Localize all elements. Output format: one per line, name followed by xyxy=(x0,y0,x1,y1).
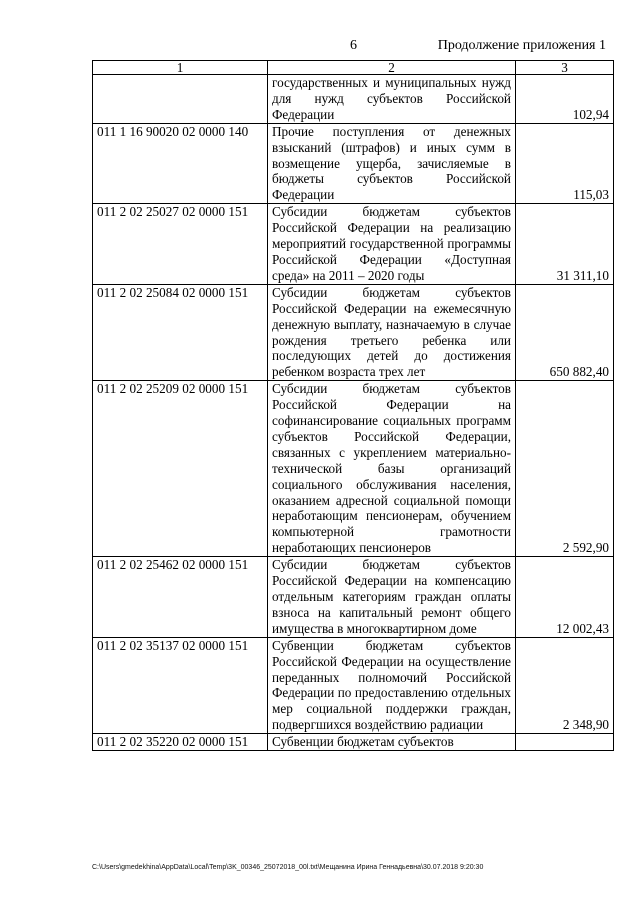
budget-code: 011 2 02 25084 02 0000 151 xyxy=(93,284,268,380)
table-row xyxy=(93,284,614,380)
amount: 12 002,43 xyxy=(516,557,614,638)
continuation-label: Продолжение приложения 1 xyxy=(437,38,606,53)
amount: 102,94 xyxy=(516,75,614,124)
budget-code: 011 1 16 90020 02 0000 140 xyxy=(93,123,268,204)
table-row xyxy=(93,75,614,124)
budget-code: 011 2 02 35220 02 0000 151 xyxy=(93,734,268,751)
column-number-3: 3 xyxy=(516,61,614,75)
table-row xyxy=(93,637,614,733)
amount: 31 311,10 xyxy=(516,204,614,285)
revenue-description: Прочие поступления от денежных взысканий (штрафов) и иных сумм в возмещение ущерба, зачисляемые в бюджеты субъектов Российской Федерации xyxy=(268,123,516,204)
revenue-description: Субсидии бюджетам субъектов Российской Федерации на компенсацию отдельным категориям граждан оплаты взноса на капитальный ремонт общего имущества в многоквартирном доме xyxy=(268,557,516,638)
revenue-description: Субсидии бюджетам субъектов Российской Федерации на реализацию мероприятий государственной программы Российской Федерации «Доступная среда» на 2011 – 2020 годы xyxy=(268,204,516,285)
revenue-description: Субвенции бюджетам субъектов Российской Федерации на осуществление переданных полномочий Российской Федерации по предоставлению отдельных мер социальной поддержки граждан, подвергшихся воздействию радиации xyxy=(268,637,516,733)
page-number: 6 xyxy=(350,38,357,53)
column-number-row xyxy=(93,61,614,75)
table-row xyxy=(93,557,614,638)
amount: 2 592,90 xyxy=(516,381,614,557)
revenue-table xyxy=(92,60,614,751)
budget-code: 011 2 02 25209 02 0000 151 xyxy=(93,381,268,557)
revenue-description: государственных и муниципальных нужд для нужд субъектов Российской Федерации xyxy=(268,75,516,124)
file-path-footer: C:\Users\gmedekhina\AppData\Local\Temp\3K_00346_25072018_00l.txt\Мещанина Ирина Геннадьевна\30.07.2018 9:20:30 xyxy=(92,864,484,871)
budget-code xyxy=(93,75,268,124)
column-number-1: 1 xyxy=(93,61,268,75)
revenue-description: Субсидии бюджетам субъектов Российской Федерации на ежемесячную денежную выплату, назначаемую в случае рождения третьего ребенка или последующих детей до достижения ребенком возраста трех лет xyxy=(268,284,516,380)
amount: 115,03 xyxy=(516,123,614,204)
budget-code: 011 2 02 25027 02 0000 151 xyxy=(93,204,268,285)
table-row xyxy=(93,204,614,285)
amount: 2 348,90 xyxy=(516,637,614,733)
amount: 650 882,40 xyxy=(516,284,614,380)
table-row xyxy=(93,734,614,751)
revenue-description: Субвенции бюджетам субъектов xyxy=(268,734,516,751)
table-row xyxy=(93,123,614,204)
budget-code: 011 2 02 35137 02 0000 151 xyxy=(93,637,268,733)
table-row xyxy=(93,381,614,557)
column-number-2: 2 xyxy=(268,61,516,75)
amount xyxy=(516,734,614,751)
revenue-description: Субсидии бюджетам субъектов Российской Федерации на софинансирование социальных программ субъектов Российской Федерации, связанных с укреплением материально-технической базы организаций социального обслуживания населения, оказанием адресной социальной помощи неработающим пенсионерам, обучением компьютерной грамотности неработающих пенсионеров xyxy=(268,381,516,557)
budget-code: 011 2 02 25462 02 0000 151 xyxy=(93,557,268,638)
